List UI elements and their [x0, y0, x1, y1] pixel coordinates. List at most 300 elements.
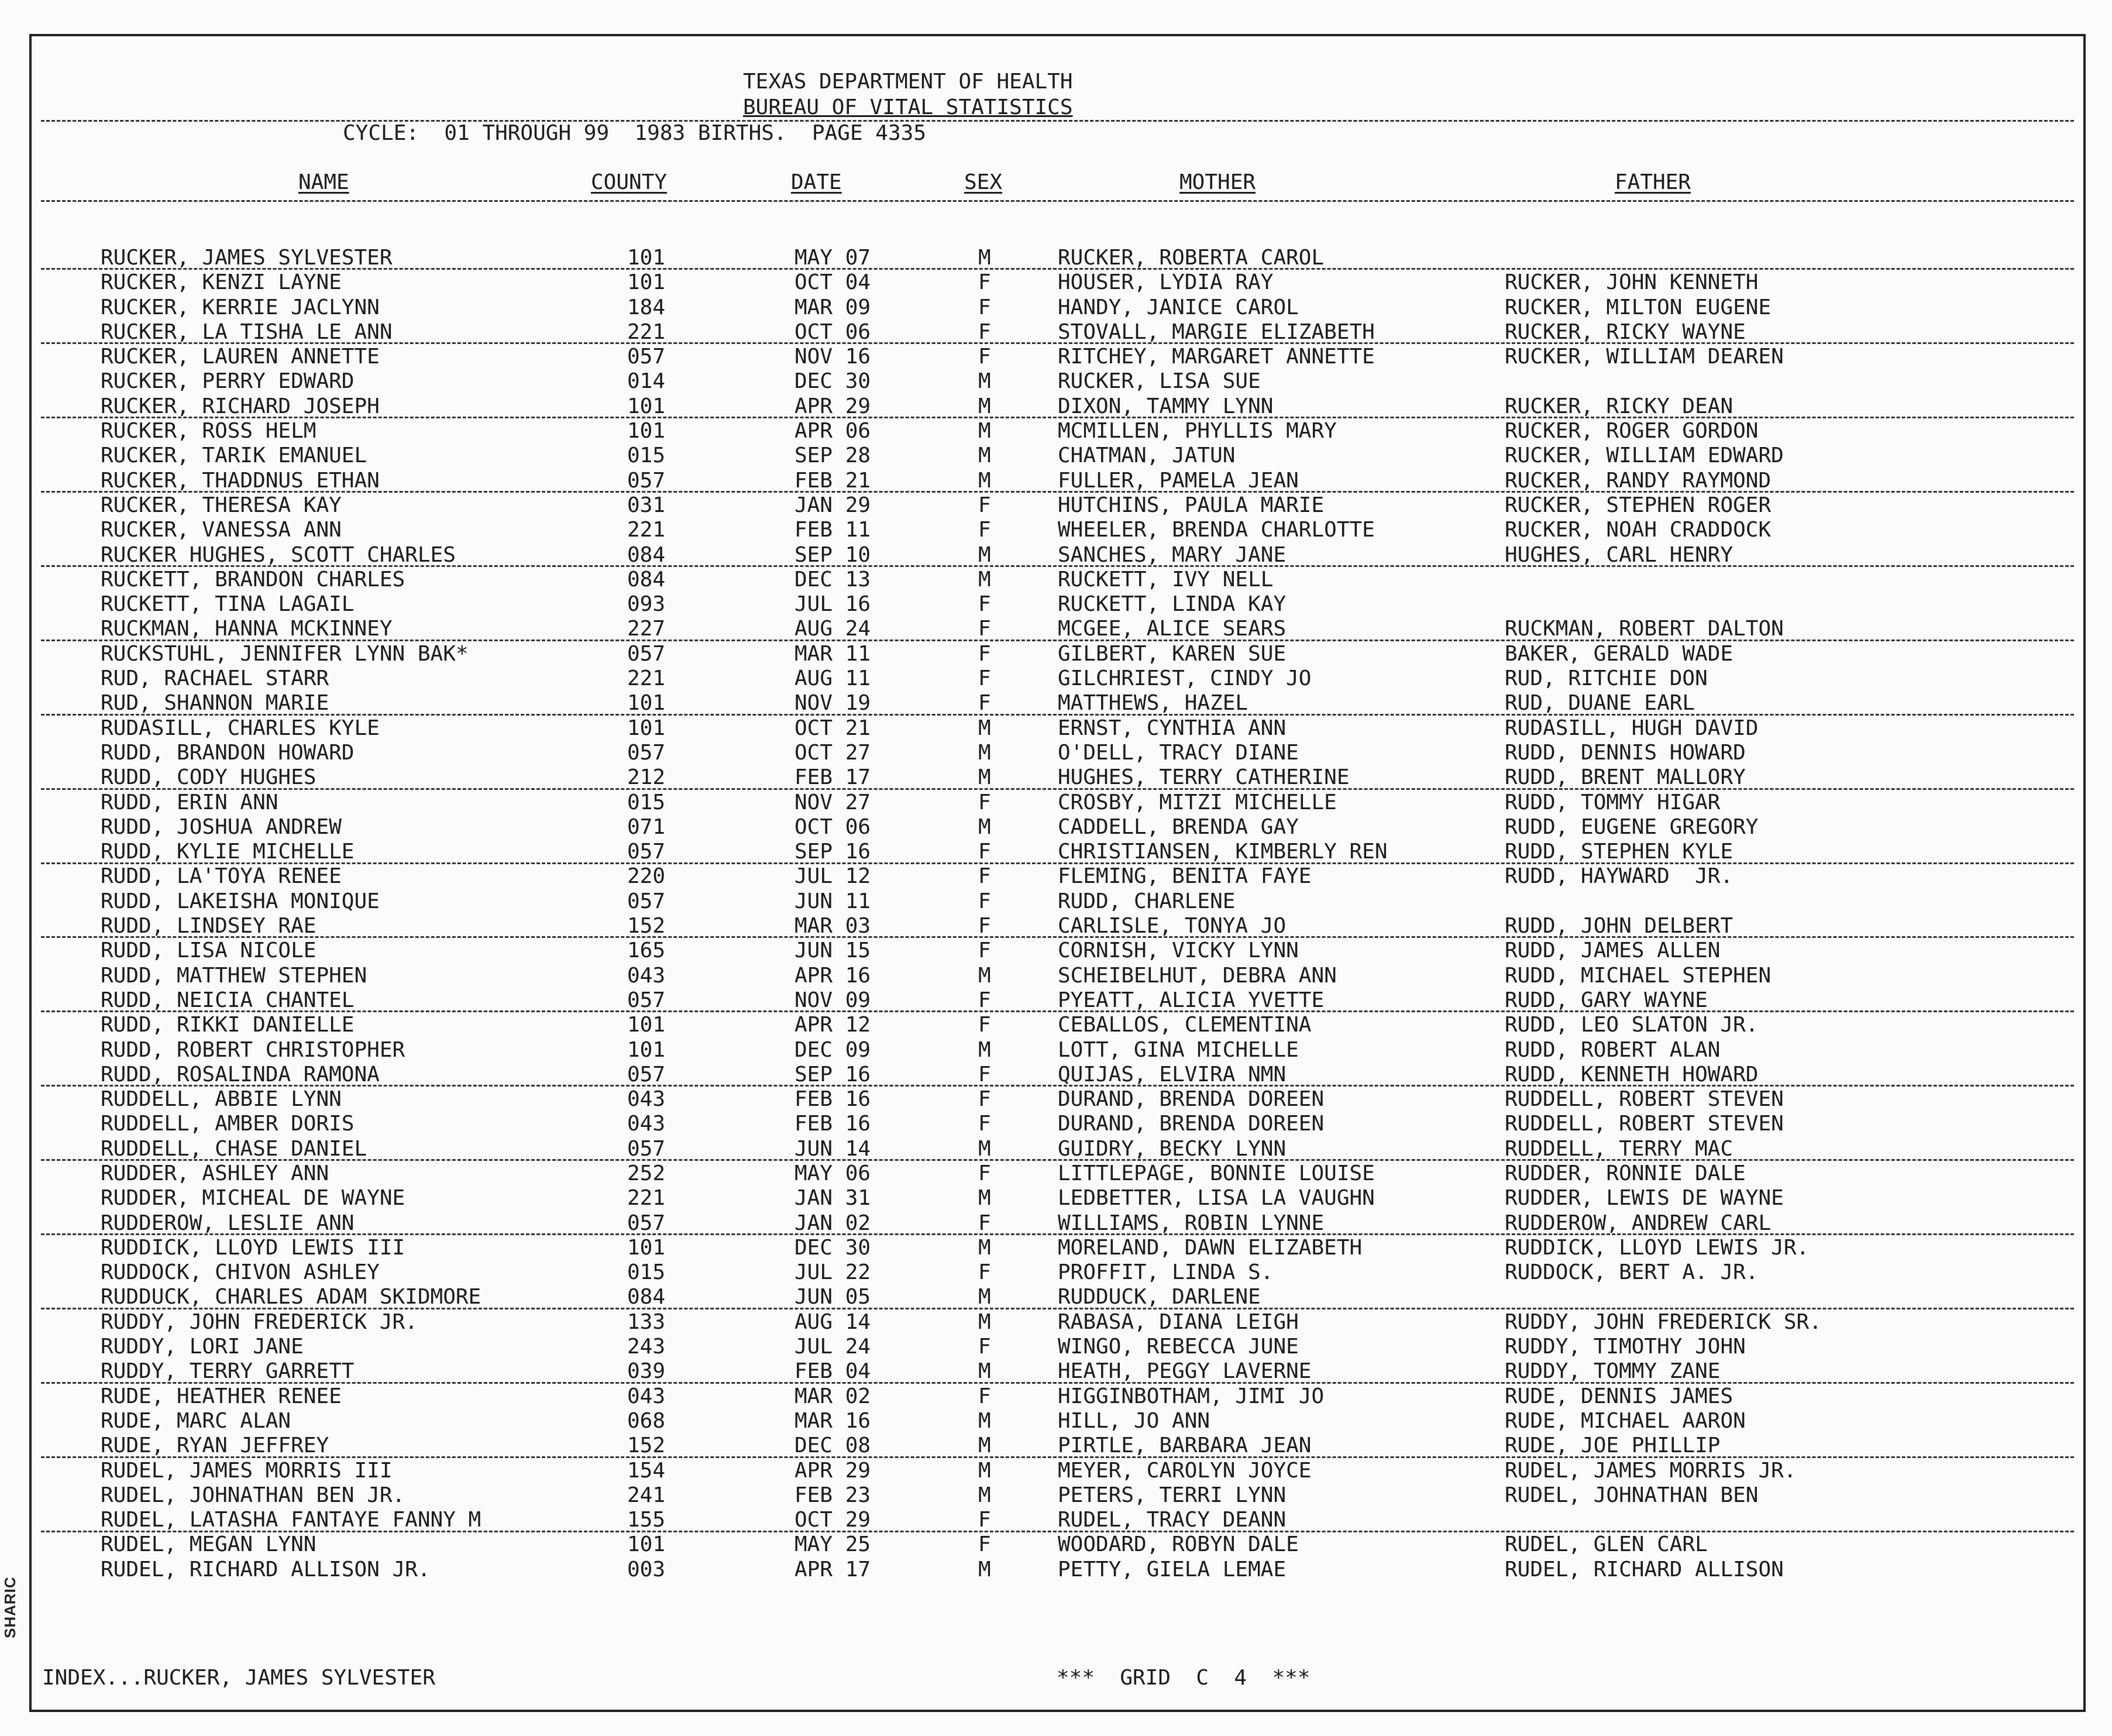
record-date: MAY 07: [794, 246, 871, 270]
record-name: RUCKETT, TINA LAGAIL: [101, 592, 355, 617]
record-mother: PIRTLE, BARBARA JEAN: [1058, 1434, 1312, 1458]
record-father: RUCKER, RICKY DEAN: [1505, 394, 1733, 418]
record-father: RUDD, JAMES ALLEN: [1505, 939, 1721, 963]
record-name: RUDDICK, LLOYD LEWIS III: [101, 1235, 405, 1260]
record-mother: HILL, JO ANN: [1058, 1408, 1210, 1433]
record-mother: CEBALLOS, CLEMENTINA: [1058, 1013, 1312, 1037]
record-father: RUDDER, LEWIS DE WAYNE: [1505, 1186, 1784, 1211]
row-group-rule: [41, 714, 2074, 716]
record-date: OCT 29: [794, 1508, 871, 1532]
record-county: 101: [627, 716, 666, 740]
record-date: APR 29: [794, 1458, 871, 1483]
record-date: OCT 21: [794, 716, 871, 740]
record-row: [0, 394, 2112, 419]
record-sex: F: [978, 1112, 991, 1136]
record-row: [0, 889, 2112, 914]
record-date: APR 17: [794, 1557, 871, 1582]
record-row: [0, 864, 2112, 889]
record-name: RUCKER, TARIK EMANUEL: [101, 444, 367, 468]
record-mother: PROFFIT, LINDA S.: [1058, 1260, 1274, 1285]
record-row: [0, 295, 2112, 320]
record-date: FEB 23: [794, 1483, 871, 1507]
record-date: AUG 24: [794, 617, 871, 641]
row-group-rule: [41, 640, 2074, 641]
record-county: 057: [627, 468, 666, 493]
record-date: NOV 09: [794, 988, 871, 1012]
record-county: 093: [627, 592, 666, 617]
record-county: 101: [627, 246, 666, 270]
record-county: 057: [627, 1136, 666, 1161]
record-county: 101: [627, 394, 666, 418]
record-father: RUDD, MICHAEL STEPHEN: [1505, 963, 1772, 988]
record-father: RUDDEROW, ANDREW CARL: [1505, 1211, 1772, 1235]
record-sex: M: [978, 567, 991, 592]
record-row: [0, 1161, 2112, 1186]
record-county: 165: [627, 939, 666, 963]
row-group-rule: [41, 342, 2074, 344]
record-county: 071: [627, 814, 666, 839]
record-mother: MATTHEWS, HAZEL: [1058, 691, 1248, 716]
record-county: 221: [627, 518, 666, 542]
record-name: RUDD, LINDSEY RAE: [101, 914, 317, 939]
record-county: 101: [627, 1235, 666, 1260]
record-date: JUL 12: [794, 864, 871, 889]
record-mother: RUCKER, ROBERTA CAROL: [1058, 246, 1325, 270]
record-mother: HIGGINBOTHAM, JIMI JO: [1058, 1384, 1325, 1408]
record-row: [0, 1063, 2112, 1087]
record-date: JUL 22: [794, 1260, 871, 1285]
record-county: 031: [627, 493, 666, 517]
record-row: [0, 345, 2112, 369]
record-county: 212: [627, 765, 666, 790]
record-date: NOV 16: [794, 345, 871, 369]
record-father: RUCKER, WILLIAM DEAREN: [1505, 345, 1784, 369]
record-county: 068: [627, 1408, 666, 1433]
record-sex: F: [978, 939, 991, 963]
record-name: RUCKETT, BRANDON CHARLES: [101, 567, 405, 592]
record-row: [0, 1434, 2112, 1458]
record-date: JAN 31: [794, 1186, 871, 1211]
record-name: RUDEL, LATASHA FANTAYE FANNY M: [101, 1508, 481, 1532]
record-father: RUDDELL, ROBERT STEVEN: [1505, 1087, 1784, 1112]
record-sex: F: [978, 914, 991, 939]
record-row: [0, 246, 2112, 270]
record-date: MAR 09: [794, 295, 871, 319]
record-sex: M: [978, 1458, 991, 1483]
record-row: [0, 1038, 2112, 1063]
col-header-name: NAME: [298, 170, 349, 194]
record-mother: QUIJAS, ELVIRA NMN: [1058, 1062, 1287, 1087]
row-group-rule: [41, 936, 2074, 938]
record-date: DEC 08: [794, 1434, 871, 1458]
record-father: RUDASILL, HUGH DAVID: [1505, 716, 1759, 740]
record-name: RUD, RACHAEL STARR: [101, 666, 329, 691]
row-group-rule: [41, 565, 2074, 567]
record-county: 101: [627, 419, 666, 444]
record-name: RUDDER, MICHEAL DE WAYNE: [101, 1186, 405, 1211]
record-row: [0, 518, 2112, 542]
record-row: [0, 666, 2112, 691]
record-sex: M: [978, 1309, 991, 1334]
record-sex: F: [978, 864, 991, 889]
record-row: [0, 840, 2112, 864]
row-group-rule: [41, 268, 2074, 270]
record-date: MAR 11: [794, 641, 871, 666]
record-name: RUDDEROW, LESLIE ANN: [101, 1211, 355, 1235]
record-row: [0, 939, 2112, 963]
record-county: 015: [627, 790, 666, 814]
record-name: RUDDER, ASHLEY ANN: [101, 1161, 329, 1185]
record-date: FEB 04: [794, 1359, 871, 1384]
record-county: 184: [627, 295, 666, 319]
record-sex: F: [978, 1532, 991, 1557]
record-row: [0, 815, 2112, 840]
record-county: 155: [627, 1508, 666, 1532]
record-sex: M: [978, 963, 991, 988]
record-row: [0, 642, 2112, 666]
record-mother: RUDEL, TRACY DEANN: [1058, 1508, 1287, 1532]
record-sex: M: [978, 1557, 991, 1582]
record-father: RUDE, MICHAEL AARON: [1505, 1408, 1746, 1433]
record-county: 221: [627, 666, 666, 691]
record-county: 101: [627, 1532, 666, 1557]
row-group-rule: [41, 862, 2074, 864]
record-county: 015: [627, 1260, 666, 1285]
record-father: RUD, DUANE EARL: [1505, 691, 1695, 716]
record-mother: CHATMAN, JATUN: [1058, 444, 1236, 468]
row-group-rule: [41, 491, 2074, 493]
record-father: RUDD, JOHN DELBERT: [1505, 914, 1733, 939]
header-agency: TEXAS DEPARTMENT OF HEALTH: [743, 70, 1073, 94]
record-name: RUDD, JOSHUA ANDREW: [101, 814, 342, 839]
record-name: RUDD, ERIN ANN: [101, 790, 278, 814]
record-date: JUL 24: [794, 1335, 871, 1359]
record-sex: F: [978, 1161, 991, 1185]
record-father: RUDE, DENNIS JAMES: [1505, 1384, 1733, 1408]
record-father: RUD, RITCHIE DON: [1505, 666, 1708, 691]
record-date: SEP 16: [794, 1062, 871, 1087]
record-row: [0, 964, 2112, 988]
record-row: [0, 691, 2112, 716]
record-name: RUDEL, JAMES MORRIS III: [101, 1458, 393, 1483]
record-mother: CARLISLE, TONYA JO: [1058, 914, 1287, 939]
record-row: [0, 320, 2112, 345]
record-sex: F: [978, 1062, 991, 1087]
record-county: 084: [627, 542, 666, 567]
record-sex: F: [978, 1508, 991, 1532]
col-header-county: COUNTY: [591, 170, 668, 194]
record-mother: ERNST, CYNTHIA ANN: [1058, 716, 1287, 740]
record-name: RUCKER, PERRY EDWARD: [101, 369, 355, 394]
record-mother: RITCHEY, MARGARET ANNETTE: [1058, 345, 1375, 369]
record-father: RUCKER, MILTON EUGENE: [1505, 295, 1772, 319]
record-father: RUDD, EUGENE GREGORY: [1505, 814, 1759, 839]
record-date: NOV 19: [794, 691, 871, 716]
record-father: RUDDELL, TERRY MAC: [1505, 1136, 1733, 1161]
record-name: RUCKER HUGHES, SCOTT CHARLES: [101, 542, 456, 567]
record-name: RUDD, LA'TOYA RENEE: [101, 864, 342, 889]
record-date: JUN 15: [794, 939, 871, 963]
record-row: [0, 1459, 2112, 1483]
record-row: [0, 790, 2112, 815]
record-row: [0, 543, 2112, 568]
record-father: RUCKER, WILLIAM EDWARD: [1505, 444, 1784, 468]
record-sex: M: [978, 1359, 991, 1384]
record-sex: F: [978, 592, 991, 617]
record-sex: F: [978, 988, 991, 1012]
record-father: RUDD, STEPHEN KYLE: [1505, 840, 1733, 864]
record-name: RUCKMAN, HANNA MCKINNEY: [101, 617, 393, 641]
record-mother: WHEELER, BRENDA CHARLOTTE: [1058, 518, 1375, 542]
record-date: FEB 17: [794, 765, 871, 790]
record-sex: M: [978, 1434, 991, 1458]
record-county: 221: [627, 319, 666, 344]
record-date: MAY 25: [794, 1532, 871, 1557]
record-row: [0, 369, 2112, 394]
record-sex: F: [978, 666, 991, 691]
row-group-rule: [41, 1308, 2074, 1309]
record-name: RUDD, MATTHEW STEPHEN: [101, 963, 367, 988]
record-mother: O'DELL, TRACY DIANE: [1058, 740, 1299, 765]
record-county: 152: [627, 1434, 666, 1458]
record-county: 014: [627, 369, 666, 394]
record-father: RUDDY, TIMOTHY JOHN: [1505, 1335, 1746, 1359]
record-sex: M: [978, 1037, 991, 1062]
record-sex: M: [978, 765, 991, 790]
record-father: RUCKER, STEPHEN ROGER: [1505, 493, 1772, 517]
record-sex: F: [978, 345, 991, 369]
record-county: 084: [627, 1285, 666, 1309]
record-row: [0, 568, 2112, 592]
record-mother: RUCKETT, LINDA KAY: [1058, 592, 1287, 617]
record-sex: M: [978, 716, 991, 740]
record-county: 084: [627, 567, 666, 592]
record-name: RUDD, LAKEISHA MONIQUE: [101, 889, 380, 913]
record-mother: CADDELL, BRENDA GAY: [1058, 814, 1299, 839]
record-mother: DIXON, TAMMY LYNN: [1058, 394, 1274, 418]
record-sex: F: [978, 1013, 991, 1037]
record-mother: RUDDUCK, DARLENE: [1058, 1285, 1261, 1309]
record-date: OCT 06: [794, 319, 871, 344]
record-name: RUDDY, LORI JANE: [101, 1335, 304, 1359]
record-name: RUCKER, RICHARD JOSEPH: [101, 394, 380, 418]
record-date: APR 12: [794, 1013, 871, 1037]
record-sex: F: [978, 1211, 991, 1235]
col-header-mother: MOTHER: [1179, 170, 1256, 194]
record-mother: HANDY, JANICE CAROL: [1058, 295, 1299, 319]
record-county: 043: [627, 1112, 666, 1136]
record-sex: M: [978, 369, 991, 394]
record-sex: F: [978, 691, 991, 716]
record-date: JUL 16: [794, 592, 871, 617]
record-date: OCT 27: [794, 740, 871, 765]
record-county: 154: [627, 1458, 666, 1483]
record-name: RUCKER, JAMES SYLVESTER: [101, 246, 393, 270]
record-mother: HEATH, PEGGY LAVERNE: [1058, 1359, 1312, 1384]
record-sex: F: [978, 840, 991, 864]
record-county: 043: [627, 1384, 666, 1408]
record-mother: PETERS, TERRI LYNN: [1058, 1483, 1287, 1507]
record-mother: HUTCHINS, PAULA MARIE: [1058, 493, 1325, 517]
record-father: RUDDELL, ROBERT STEVEN: [1505, 1112, 1784, 1136]
record-row: [0, 1508, 2112, 1532]
record-name: RUDD, NEICIA CHANTEL: [101, 988, 355, 1012]
footer-index: INDEX...RUCKER, JAMES SYLVESTER: [42, 1666, 435, 1690]
record-sex: M: [978, 1235, 991, 1260]
row-group-rule: [41, 1382, 2074, 1384]
record-date: SEP 28: [794, 444, 871, 468]
record-father: RUDD, GARY WAYNE: [1505, 988, 1708, 1012]
record-mother: PETTY, GIELA LEMAE: [1058, 1557, 1287, 1582]
record-father: RUDDOCK, BERT A. JR.: [1505, 1260, 1759, 1285]
record-name: RUD, SHANNON MARIE: [101, 691, 329, 716]
record-sex: M: [978, 542, 991, 567]
record-row: [0, 1137, 2112, 1161]
record-county: 101: [627, 691, 666, 716]
col-header-date: DATE: [791, 170, 842, 194]
record-date: OCT 04: [794, 270, 871, 295]
record-date: FEB 11: [794, 518, 871, 542]
record-date: NOV 27: [794, 790, 871, 814]
record-mother: MCMILLEN, PHYLLIS MARY: [1058, 419, 1337, 444]
record-sex: M: [978, 419, 991, 444]
record-name: RUCKER, KENZI LAYNE: [101, 270, 342, 295]
record-name: RUCKER, THERESA KAY: [101, 493, 342, 517]
record-date: DEC 13: [794, 567, 871, 592]
record-name: RUDDUCK, CHARLES ADAM SKIDMORE: [101, 1285, 481, 1309]
record-mother: RABASA, DIANA LEIGH: [1058, 1309, 1299, 1334]
record-county: 220: [627, 864, 666, 889]
record-date: DEC 30: [794, 1235, 871, 1260]
record-county: 133: [627, 1309, 666, 1334]
record-mother: SCHEIBELHUT, DEBRA ANN: [1058, 963, 1337, 988]
record-row: [0, 1409, 2112, 1434]
record-row: [0, 1285, 2112, 1309]
footer-grid: *** GRID C 4 ***: [1057, 1666, 1310, 1690]
record-date: AUG 14: [794, 1309, 871, 1334]
record-name: RUDDY, TERRY GARRETT: [101, 1359, 355, 1384]
record-row: [0, 1013, 2112, 1037]
record-father: RUDD, ROBERT ALAN: [1505, 1037, 1721, 1062]
header-cycle: CYCLE: 01 THROUGH 99 1983 BIRTHS. PAGE 4335: [343, 121, 926, 145]
record-sex: F: [978, 790, 991, 814]
record-county: 043: [627, 1087, 666, 1112]
record-father: RUDD, LEO SLATON JR.: [1505, 1013, 1759, 1037]
col-header-father: FATHER: [1615, 170, 1691, 194]
record-sex: M: [978, 394, 991, 418]
record-county: 057: [627, 840, 666, 864]
record-father: RUDDICK, LLOYD LEWIS JR.: [1505, 1235, 1810, 1260]
record-father: RUDD, HAYWARD JR.: [1505, 864, 1733, 889]
record-county: 057: [627, 1211, 666, 1235]
row-group-rule: [41, 1233, 2074, 1235]
row-group-rule: [41, 417, 2074, 418]
record-sex: F: [978, 1260, 991, 1285]
record-sex: M: [978, 1136, 991, 1161]
record-row: [0, 1211, 2112, 1236]
record-county: 057: [627, 641, 666, 666]
record-date: JUN 05: [794, 1285, 871, 1309]
record-mother: GUIDRY, BECKY LYNN: [1058, 1136, 1287, 1161]
record-father: RUCKER, NOAH CRADDOCK: [1505, 518, 1772, 542]
record-name: RUDDY, JOHN FREDERICK JR.: [101, 1309, 418, 1334]
record-father: RUDEL, RICHARD ALLISON: [1505, 1557, 1784, 1582]
record-name: RUCKER, LA TISHA LE ANN: [101, 319, 393, 344]
row-group-rule: [41, 1159, 2074, 1161]
record-row: [0, 1483, 2112, 1508]
record-name: RUDD, LISA NICOLE: [101, 939, 317, 963]
record-sex: F: [978, 270, 991, 295]
record-county: 003: [627, 1557, 666, 1582]
record-date: JAN 02: [794, 1211, 871, 1235]
record-name: RUDE, MARC ALAN: [101, 1408, 291, 1433]
record-mother: FULLER, PAMELA JEAN: [1058, 468, 1299, 493]
record-mother: LITTLEPAGE, BONNIE LOUISE: [1058, 1161, 1375, 1185]
record-county: 043: [627, 963, 666, 988]
record-sex: F: [978, 319, 991, 344]
records-list: [0, 246, 2112, 1582]
record-father: RUCKMAN, ROBERT DALTON: [1505, 617, 1784, 641]
record-date: MAR 03: [794, 914, 871, 939]
record-sex: M: [978, 814, 991, 839]
record-row: [0, 1558, 2112, 1582]
record-row: [0, 1112, 2112, 1136]
record-county: 057: [627, 889, 666, 913]
record-father: RUCKER, JOHN KENNETH: [1505, 270, 1759, 295]
record-row: [0, 741, 2112, 765]
record-name: RUDE, HEATHER RENEE: [101, 1384, 342, 1408]
record-sex: F: [978, 493, 991, 517]
record-name: RUDD, RIKKI DANIELLE: [101, 1013, 355, 1037]
row-group-rule: [41, 1085, 2074, 1087]
record-date: MAY 06: [794, 1161, 871, 1185]
record-row: [0, 469, 2112, 493]
record-mother: DURAND, BRENDA DOREEN: [1058, 1112, 1325, 1136]
record-sex: F: [978, 1087, 991, 1112]
record-father: RUCKER, RANDY RAYMOND: [1505, 468, 1772, 493]
record-county: 039: [627, 1359, 666, 1384]
record-mother: CROSBY, MITZI MICHELLE: [1058, 790, 1337, 814]
record-sex: F: [978, 641, 991, 666]
record-name: RUDD, BRANDON HOWARD: [101, 740, 355, 765]
record-sex: M: [978, 740, 991, 765]
record-row: [0, 270, 2112, 295]
record-sex: M: [978, 1186, 991, 1211]
record-father: HUGHES, CARL HENRY: [1505, 542, 1733, 567]
record-date: DEC 09: [794, 1037, 871, 1062]
record-date: DEC 30: [794, 369, 871, 394]
record-mother: MORELAND, DAWN ELIZABETH: [1058, 1235, 1363, 1260]
record-father: BAKER, GERALD WADE: [1505, 641, 1733, 666]
record-father: RUDD, KENNETH HOWARD: [1505, 1062, 1759, 1087]
record-father: RUDE, JOE PHILLIP: [1505, 1434, 1721, 1458]
record-county: 015: [627, 444, 666, 468]
record-row: [0, 617, 2112, 641]
record-date: SEP 16: [794, 840, 871, 864]
column-header-rule: [41, 200, 2074, 202]
record-date: FEB 21: [794, 468, 871, 493]
record-name: RUCKER, LAUREN ANNETTE: [101, 345, 380, 369]
record-name: RUDD, KYLIE MICHELLE: [101, 840, 355, 864]
record-father: RUDEL, JOHNATHAN BEN: [1505, 1483, 1759, 1507]
record-mother: LOTT, GINA MICHELLE: [1058, 1037, 1299, 1062]
record-name: RUDD, ROBERT CHRISTOPHER: [101, 1037, 405, 1062]
record-date: JUN 14: [794, 1136, 871, 1161]
record-father: RUDDER, RONNIE DALE: [1505, 1161, 1746, 1185]
record-row: [0, 1335, 2112, 1359]
record-row: [0, 444, 2112, 468]
record-row: [0, 988, 2112, 1013]
